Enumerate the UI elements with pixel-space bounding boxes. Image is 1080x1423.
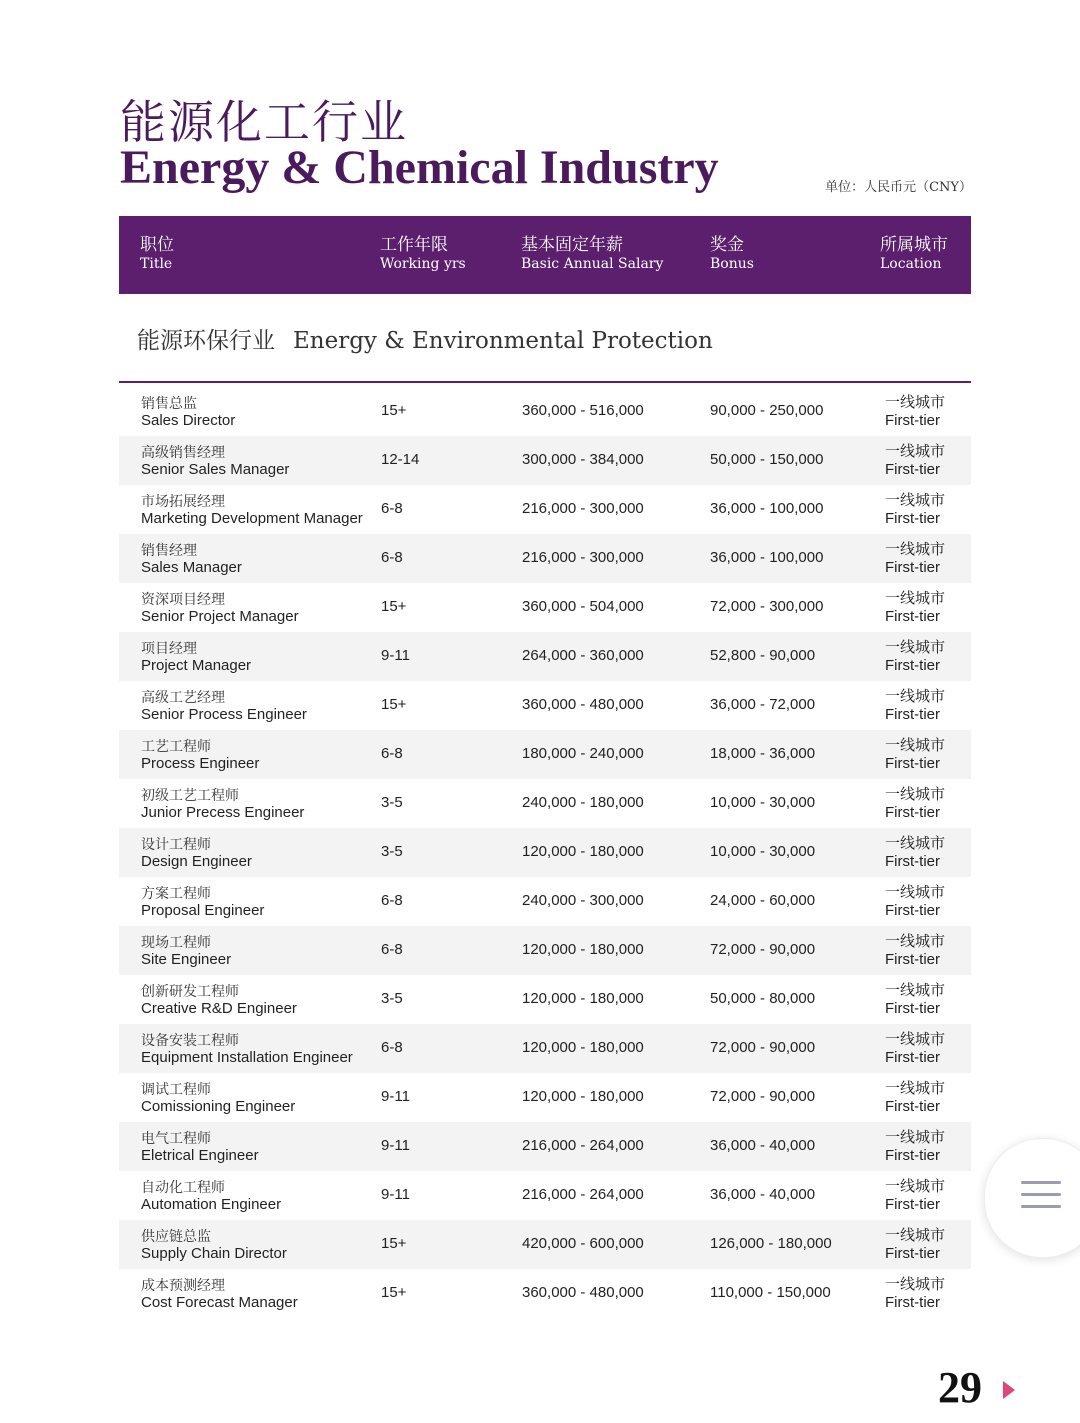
job-title <box>141 443 289 479</box>
location <box>885 394 945 430</box>
location <box>885 639 945 675</box>
section-heading <box>137 322 713 355</box>
location-en: First-tier <box>885 951 940 968</box>
location-en: First-tier <box>885 1049 940 1066</box>
bonus: 52,800 - 90,000 <box>710 647 816 664</box>
header-salary-en: Basic Annual Salary <box>521 256 664 272</box>
annual-salary: 240,000 - 300,000 <box>522 892 644 909</box>
location <box>885 443 945 479</box>
header-title-zh: 职位 <box>140 235 174 255</box>
location <box>885 1031 945 1067</box>
job-title-zh: 电气工程师 <box>141 1130 211 1146</box>
location-zh: 一线城市 <box>885 1031 946 1048</box>
working-years: 9-11 <box>381 1186 410 1203</box>
location <box>885 884 945 920</box>
location-en: First-tier <box>885 1098 940 1115</box>
working-years: 9-11 <box>381 1088 410 1105</box>
header-bonus-en: Bonus <box>710 256 754 272</box>
job-title-zh: 项目经理 <box>141 640 197 656</box>
working-years: 3-5 <box>381 794 403 811</box>
job-title-en: Process Engineer <box>141 755 260 772</box>
salary-table-body <box>119 387 971 1318</box>
table-row <box>119 1220 971 1269</box>
table-row <box>119 975 971 1024</box>
annual-salary: 216,000 - 264,000 <box>522 1137 644 1154</box>
location <box>885 541 945 577</box>
next-page-arrow-icon[interactable] <box>1003 1381 1015 1399</box>
working-years: 6-8 <box>381 1039 403 1056</box>
page-number: 29 <box>938 1363 982 1412</box>
bonus: 110,000 - 150,000 <box>710 1284 831 1301</box>
job-title-zh: 设备安装工程师 <box>141 1032 239 1048</box>
bonus: 10,000 - 30,000 <box>710 794 816 811</box>
header-years <box>380 236 466 274</box>
location-zh: 一线城市 <box>885 443 946 460</box>
annual-salary: 120,000 - 180,000 <box>522 990 644 1007</box>
job-title-en: Senior Sales Manager <box>141 461 290 478</box>
job-title-en: Eletrical Engineer <box>141 1147 259 1164</box>
job-title-zh: 高级工艺经理 <box>141 689 225 705</box>
working-years: 12-14 <box>381 451 420 468</box>
job-title-en: Equipment Installation Engineer <box>141 1049 353 1066</box>
job-title-zh: 方案工程师 <box>141 885 211 901</box>
bonus: 72,000 - 90,000 <box>710 1039 816 1056</box>
table-row <box>119 730 971 779</box>
annual-salary: 420,000 - 600,000 <box>522 1235 644 1252</box>
location-zh: 一线城市 <box>885 933 946 950</box>
location-zh: 一线城市 <box>885 1276 946 1293</box>
menu-icon <box>1021 1181 1061 1217</box>
job-title-en: Comissioning Engineer <box>141 1098 296 1115</box>
working-years: 9-11 <box>381 647 410 664</box>
location-en: First-tier <box>885 1000 940 1017</box>
location <box>885 786 945 822</box>
location <box>885 1276 945 1312</box>
location-zh: 一线城市 <box>885 884 946 901</box>
job-title-zh: 高级销售经理 <box>141 444 225 460</box>
location-zh: 一线城市 <box>885 541 946 558</box>
bonus: 36,000 - 40,000 <box>710 1186 816 1203</box>
job-title-zh: 资深项目经理 <box>141 591 225 607</box>
table-row <box>119 387 971 436</box>
job-title <box>141 1031 353 1067</box>
job-title-zh: 设计工程师 <box>141 836 211 852</box>
bonus: 10,000 - 30,000 <box>710 843 816 860</box>
job-title-zh: 现场工程师 <box>141 934 211 950</box>
job-title-zh: 创新研发工程师 <box>141 983 239 999</box>
page-title-en: Energy & Chemical Industry <box>120 141 719 194</box>
job-title <box>141 394 235 430</box>
job-title-zh: 市场拓展经理 <box>141 493 225 509</box>
annual-salary: 360,000 - 504,000 <box>522 598 644 615</box>
header-years-en: Working yrs <box>380 256 466 272</box>
location-zh: 一线城市 <box>885 590 946 607</box>
header-salary <box>521 236 663 274</box>
floating-menu-button[interactable] <box>984 1138 1080 1258</box>
location <box>885 688 945 724</box>
job-title-zh: 销售经理 <box>141 542 197 558</box>
location-zh: 一线城市 <box>885 835 946 852</box>
job-title <box>141 590 299 626</box>
bonus: 24,000 - 60,000 <box>710 892 816 909</box>
location-en: First-tier <box>885 804 940 821</box>
job-title <box>141 1227 287 1263</box>
location-en: First-tier <box>885 902 940 919</box>
header-bonus-zh: 奖金 <box>710 235 744 255</box>
bonus: 50,000 - 150,000 <box>710 451 824 468</box>
working-years: 15+ <box>381 696 407 713</box>
bonus: 72,000 - 90,000 <box>710 1088 816 1105</box>
header-title <box>140 236 174 274</box>
location-zh: 一线城市 <box>885 737 946 754</box>
annual-salary: 360,000 - 480,000 <box>522 696 644 713</box>
job-title-zh: 调试工程师 <box>141 1081 211 1097</box>
working-years: 15+ <box>381 1284 407 1301</box>
bonus: 36,000 - 100,000 <box>710 549 824 566</box>
job-title-zh: 供应链总监 <box>141 1228 211 1244</box>
job-title-en: Supply Chain Director <box>141 1245 287 1262</box>
job-title <box>141 737 259 773</box>
working-years: 15+ <box>381 598 407 615</box>
job-title <box>141 541 242 577</box>
table-row <box>119 1171 971 1220</box>
job-title-en: Senior Process Engineer <box>141 706 307 723</box>
header-location <box>880 236 948 274</box>
location <box>885 1227 945 1263</box>
job-title <box>141 1178 281 1214</box>
table-row <box>119 1024 971 1073</box>
working-years: 6-8 <box>381 941 403 958</box>
annual-salary: 120,000 - 180,000 <box>522 1088 644 1105</box>
bonus: 36,000 - 100,000 <box>710 500 824 517</box>
annual-salary: 180,000 - 240,000 <box>522 745 644 762</box>
bonus: 126,000 - 180,000 <box>710 1235 832 1252</box>
job-title <box>141 492 363 528</box>
working-years: 9-11 <box>381 1137 410 1154</box>
job-title <box>141 786 304 822</box>
job-title-en: Creative R&D Engineer <box>141 1000 297 1017</box>
location-zh: 一线城市 <box>885 1129 946 1146</box>
location-en: First-tier <box>885 1147 940 1164</box>
table-row <box>119 1122 971 1171</box>
job-title-en: Sales Manager <box>141 559 242 576</box>
working-years: 15+ <box>381 402 407 419</box>
section-heading-en: Energy & Environmental Protection <box>293 328 713 354</box>
table-row <box>119 926 971 975</box>
table-row <box>119 681 971 730</box>
annual-salary: 120,000 - 180,000 <box>522 941 644 958</box>
annual-salary: 120,000 - 180,000 <box>522 1039 644 1056</box>
annual-salary: 360,000 - 480,000 <box>522 1284 644 1301</box>
job-title <box>141 1129 259 1165</box>
job-title-en: Design Engineer <box>141 853 252 870</box>
location-en: First-tier <box>885 412 940 429</box>
location-zh: 一线城市 <box>885 786 946 803</box>
header-location-zh: 所属城市 <box>880 235 948 255</box>
bonus: 50,000 - 80,000 <box>710 990 816 1007</box>
table-row <box>119 779 971 828</box>
header-title-en: Title <box>140 256 173 272</box>
header-location-en: Location <box>880 256 942 272</box>
job-title-zh: 初级工艺工程师 <box>141 787 239 803</box>
annual-salary: 216,000 - 300,000 <box>522 500 644 517</box>
location-zh: 一线城市 <box>885 1080 946 1097</box>
annual-salary: 240,000 - 180,000 <box>522 794 644 811</box>
table-row <box>119 828 971 877</box>
location-en: First-tier <box>885 559 940 576</box>
job-title <box>141 835 252 871</box>
location-zh: 一线城市 <box>885 1227 946 1244</box>
location-zh: 一线城市 <box>885 639 946 656</box>
location-en: First-tier <box>885 461 940 478</box>
location <box>885 835 945 871</box>
location <box>885 590 945 626</box>
location-zh: 一线城市 <box>885 1178 946 1195</box>
bonus: 36,000 - 40,000 <box>710 1137 816 1154</box>
location <box>885 737 945 773</box>
header-salary-zh: 基本固定年薪 <box>521 235 623 255</box>
location-en: First-tier <box>885 853 940 870</box>
header-bonus <box>710 236 754 274</box>
location-zh: 一线城市 <box>885 394 946 411</box>
job-title-en: Site Engineer <box>141 951 232 968</box>
table-row <box>119 877 971 926</box>
location-en: First-tier <box>885 1294 940 1311</box>
location-en: First-tier <box>885 1196 940 1213</box>
header-years-zh: 工作年限 <box>380 235 448 255</box>
table-row <box>119 1269 971 1318</box>
table-row <box>119 1073 971 1122</box>
job-title <box>141 933 231 969</box>
location-en: First-tier <box>885 608 940 625</box>
working-years: 6-8 <box>381 500 403 517</box>
location-zh: 一线城市 <box>885 492 946 509</box>
job-title-en: Automation Engineer <box>141 1196 282 1213</box>
job-title-en: Proposal Engineer <box>141 902 265 919</box>
bonus: 90,000 - 250,000 <box>710 402 824 419</box>
annual-salary: 264,000 - 360,000 <box>522 647 644 664</box>
annual-salary: 360,000 - 516,000 <box>522 402 644 419</box>
working-years: 6-8 <box>381 892 403 909</box>
job-title-zh: 销售总监 <box>141 395 197 411</box>
job-title-zh: 工艺工程师 <box>141 738 211 754</box>
working-years: 6-8 <box>381 549 403 566</box>
section-heading-zh: 能源环保行业 <box>137 328 275 354</box>
job-title-en: Junior Precess Engineer <box>141 804 305 821</box>
working-years: 3-5 <box>381 990 403 1007</box>
location-en: First-tier <box>885 510 940 527</box>
job-title-en: Marketing Development Manager <box>141 510 363 527</box>
currency-unit-note: 单位：人民币元（CNY） <box>825 180 972 195</box>
annual-salary: 216,000 - 300,000 <box>522 549 644 566</box>
location <box>885 1080 945 1116</box>
job-title-en: Sales Director <box>141 412 236 429</box>
job-title <box>141 982 297 1018</box>
location <box>885 933 945 969</box>
location <box>885 1178 945 1214</box>
job-title <box>141 688 307 724</box>
table-row <box>119 485 971 534</box>
location <box>885 1129 945 1165</box>
working-years: 6-8 <box>381 745 403 762</box>
page-title-zh: 能源化工行业 <box>120 95 408 149</box>
job-title <box>141 1080 295 1116</box>
location-en: First-tier <box>885 706 940 723</box>
bonus: 36,000 - 72,000 <box>710 696 816 713</box>
location-zh: 一线城市 <box>885 688 946 705</box>
job-title <box>141 639 251 675</box>
table-row <box>119 436 971 485</box>
job-title-zh: 成本预测经理 <box>141 1277 225 1293</box>
job-title <box>141 884 264 920</box>
working-years: 15+ <box>381 1235 407 1252</box>
table-header <box>119 216 971 294</box>
job-title-en: Project Manager <box>141 657 252 674</box>
annual-salary: 216,000 - 264,000 <box>522 1186 644 1203</box>
job-title-zh: 自动化工程师 <box>141 1179 225 1195</box>
job-title-en: Cost Forecast Manager <box>141 1294 298 1311</box>
job-title <box>141 1276 298 1312</box>
table-row <box>119 583 971 632</box>
location <box>885 492 945 528</box>
location <box>885 982 945 1018</box>
working-years: 3-5 <box>381 843 403 860</box>
location-en: First-tier <box>885 1245 940 1262</box>
location-en: First-tier <box>885 755 940 772</box>
bonus: 18,000 - 36,000 <box>710 745 816 762</box>
location-en: First-tier <box>885 657 940 674</box>
annual-salary: 300,000 - 384,000 <box>522 451 644 468</box>
annual-salary: 120,000 - 180,000 <box>522 843 644 860</box>
table-row <box>119 534 971 583</box>
bonus: 72,000 - 90,000 <box>710 941 816 958</box>
section-divider <box>119 381 971 383</box>
table-row <box>119 632 971 681</box>
location-zh: 一线城市 <box>885 982 946 999</box>
job-title-en: Senior Project Manager <box>141 608 299 625</box>
bonus: 72,000 - 300,000 <box>710 598 824 615</box>
